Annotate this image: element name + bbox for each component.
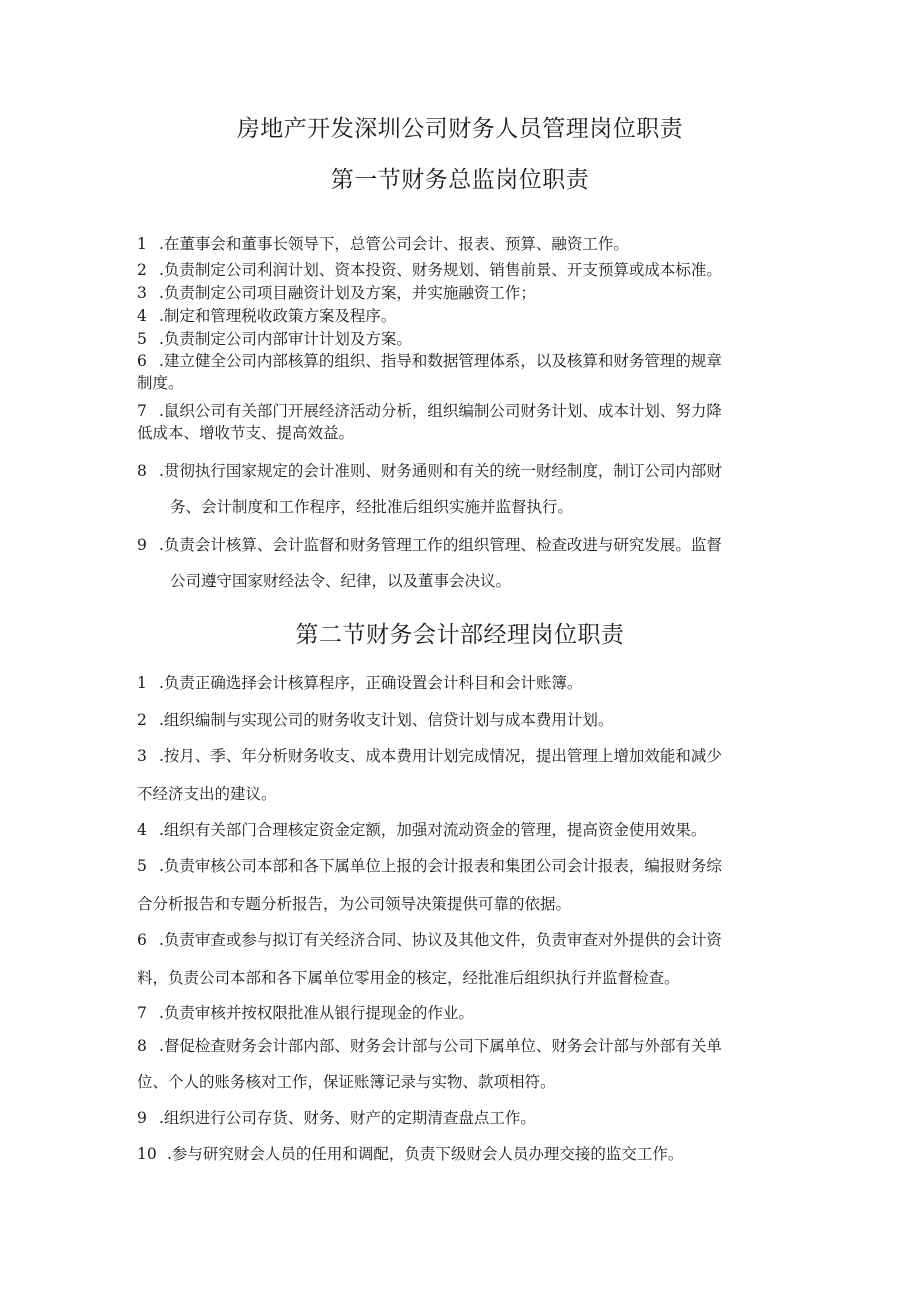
list-item bbox=[137, 921, 787, 997]
item-text: .建立健全公司内部核算的组织、指导和数据管理体系，以及核算和财务管理的规章 bbox=[159, 352, 722, 370]
list-item bbox=[137, 328, 787, 350]
item-number: 5 bbox=[137, 330, 147, 348]
list-item bbox=[137, 305, 787, 327]
item-text: .负责会计核算、会计监督和财务管理工作的组织管理、检查改进与研究发展。监督 bbox=[159, 536, 722, 554]
item-text: .鼠织公司有关部门开展经济活动分析，组织编制公司财务计划、成本计划、努力降 bbox=[159, 402, 722, 420]
item-number: 3 bbox=[137, 747, 147, 765]
item-number: 1 bbox=[137, 235, 147, 253]
item-text: .负责制定公司项目融资计划及方案，并实施融资工作； bbox=[159, 284, 536, 302]
item-continuation: 料，负责公司本部和各下属单位零用金的核定，经批准后组织执行并监督检查。 bbox=[137, 969, 680, 987]
item-continuation: 合分析报告和专题分析报告，为公司领导决策提供可靠的依据。 bbox=[137, 895, 572, 913]
list-item bbox=[137, 1099, 787, 1137]
item-number: 7 bbox=[137, 1004, 147, 1022]
document-title: 房地产开发深圳公司财务人员管理岗位职责 bbox=[236, 116, 684, 142]
item-number: 9 bbox=[137, 1109, 147, 1127]
list-item bbox=[137, 701, 787, 739]
item-text: .负责制定公司内部审计计划及方案。 bbox=[159, 330, 412, 348]
item-text: .在董事会和董事长领导下，总管公司会计、报表、预算、融资工作。 bbox=[159, 235, 629, 253]
item-number: 2 bbox=[137, 711, 147, 729]
item-number: 7 bbox=[137, 402, 147, 420]
item-continuation: 务、会计制度和工作程序，经批准后组织实施并监督执行。 bbox=[170, 498, 574, 516]
item-text: .负责审核并按权限批准从银行提现金的作业。 bbox=[159, 1004, 474, 1022]
item-text: .组织进行公司存货、财务、财产的定期清查盘点工作。 bbox=[159, 1109, 536, 1127]
item-text: .参与研究财会人员的任用和调配，负责下级财会人员办理交接的监交工作。 bbox=[167, 1145, 684, 1163]
list-item bbox=[137, 350, 787, 394]
item-text: .制定和管理税收政策方案及程序。 bbox=[159, 307, 397, 325]
list-item bbox=[137, 664, 787, 702]
item-number: 10 bbox=[137, 1145, 157, 1163]
item-number: 6 bbox=[137, 352, 147, 370]
item-continuation: 不经济支出的建议。 bbox=[137, 785, 277, 803]
list-item bbox=[137, 527, 787, 599]
item-text: .贯彻执行国家规定的会计准则、财务通则和有关的统一财经制度，制订公司内部财 bbox=[159, 462, 722, 480]
item-continuation: 低成本、增收节支、提高效益。 bbox=[137, 424, 355, 442]
item-text: .负责审查或参与拟订有关经济合同、协议及其他文件，负责审查对外提供的会计资 bbox=[159, 931, 722, 949]
item-continuation: 制度。 bbox=[137, 374, 184, 392]
item-number: 4 bbox=[137, 307, 147, 325]
section2-heading: 第二节财务会计部经理岗位职责 bbox=[295, 622, 625, 648]
item-number: 6 bbox=[137, 931, 147, 949]
list-item bbox=[137, 811, 787, 849]
item-text: .按月、季、年分析财务收支、成本费用计划完成情况，提出管理上增加效能和减少 bbox=[159, 747, 722, 765]
item-text: .组织有关部门合理核定资金定额，加强对流动资金的管理，提高资金使用效果。 bbox=[159, 821, 707, 839]
item-number: 9 bbox=[137, 536, 147, 554]
item-text: .负责制定公司利润计划、资本投资、财务规划、销售前景、开支预算或成本标准。 bbox=[159, 261, 722, 279]
section1-heading: 第一节财务总监岗位职责 bbox=[330, 167, 590, 193]
list-item bbox=[137, 1028, 787, 1100]
list-item bbox=[137, 737, 787, 813]
list-item bbox=[137, 282, 787, 304]
item-number: 5 bbox=[137, 857, 147, 875]
list-item bbox=[137, 259, 787, 281]
item-number: 8 bbox=[137, 1037, 147, 1055]
item-text: .负责正确选择会计核算程序，正确设置会计科目和会计账簿。 bbox=[159, 674, 583, 692]
item-number: 4 bbox=[137, 821, 147, 839]
list-item bbox=[137, 1135, 787, 1173]
item-continuation: 位、个人的账务核对工作，保证账簿记录与实物、款项相符。 bbox=[137, 1073, 556, 1091]
item-text: .负责审核公司本部和各下属单位上报的会计报表和集团公司会计报表，编报财务综 bbox=[159, 857, 722, 875]
list-item bbox=[137, 233, 787, 255]
item-number: 3 bbox=[137, 284, 147, 302]
list-item bbox=[137, 847, 787, 923]
item-text: .督促检查财务会计部内部、财务会计部与公司下属单位、财务会计部与外部有关单 bbox=[159, 1037, 722, 1055]
item-continuation: 公司遵守国家财经法令、纪律，以及董事会决议。 bbox=[170, 572, 512, 590]
item-number: 2 bbox=[137, 261, 147, 279]
list-item bbox=[137, 400, 787, 444]
item-number: 1 bbox=[137, 674, 147, 692]
item-number: 8 bbox=[137, 462, 147, 480]
list-item bbox=[137, 453, 787, 525]
item-text: .组织编制与实现公司的财务收支计划、信贷计划与成本费用计划。 bbox=[159, 711, 614, 729]
list-item bbox=[137, 994, 787, 1032]
